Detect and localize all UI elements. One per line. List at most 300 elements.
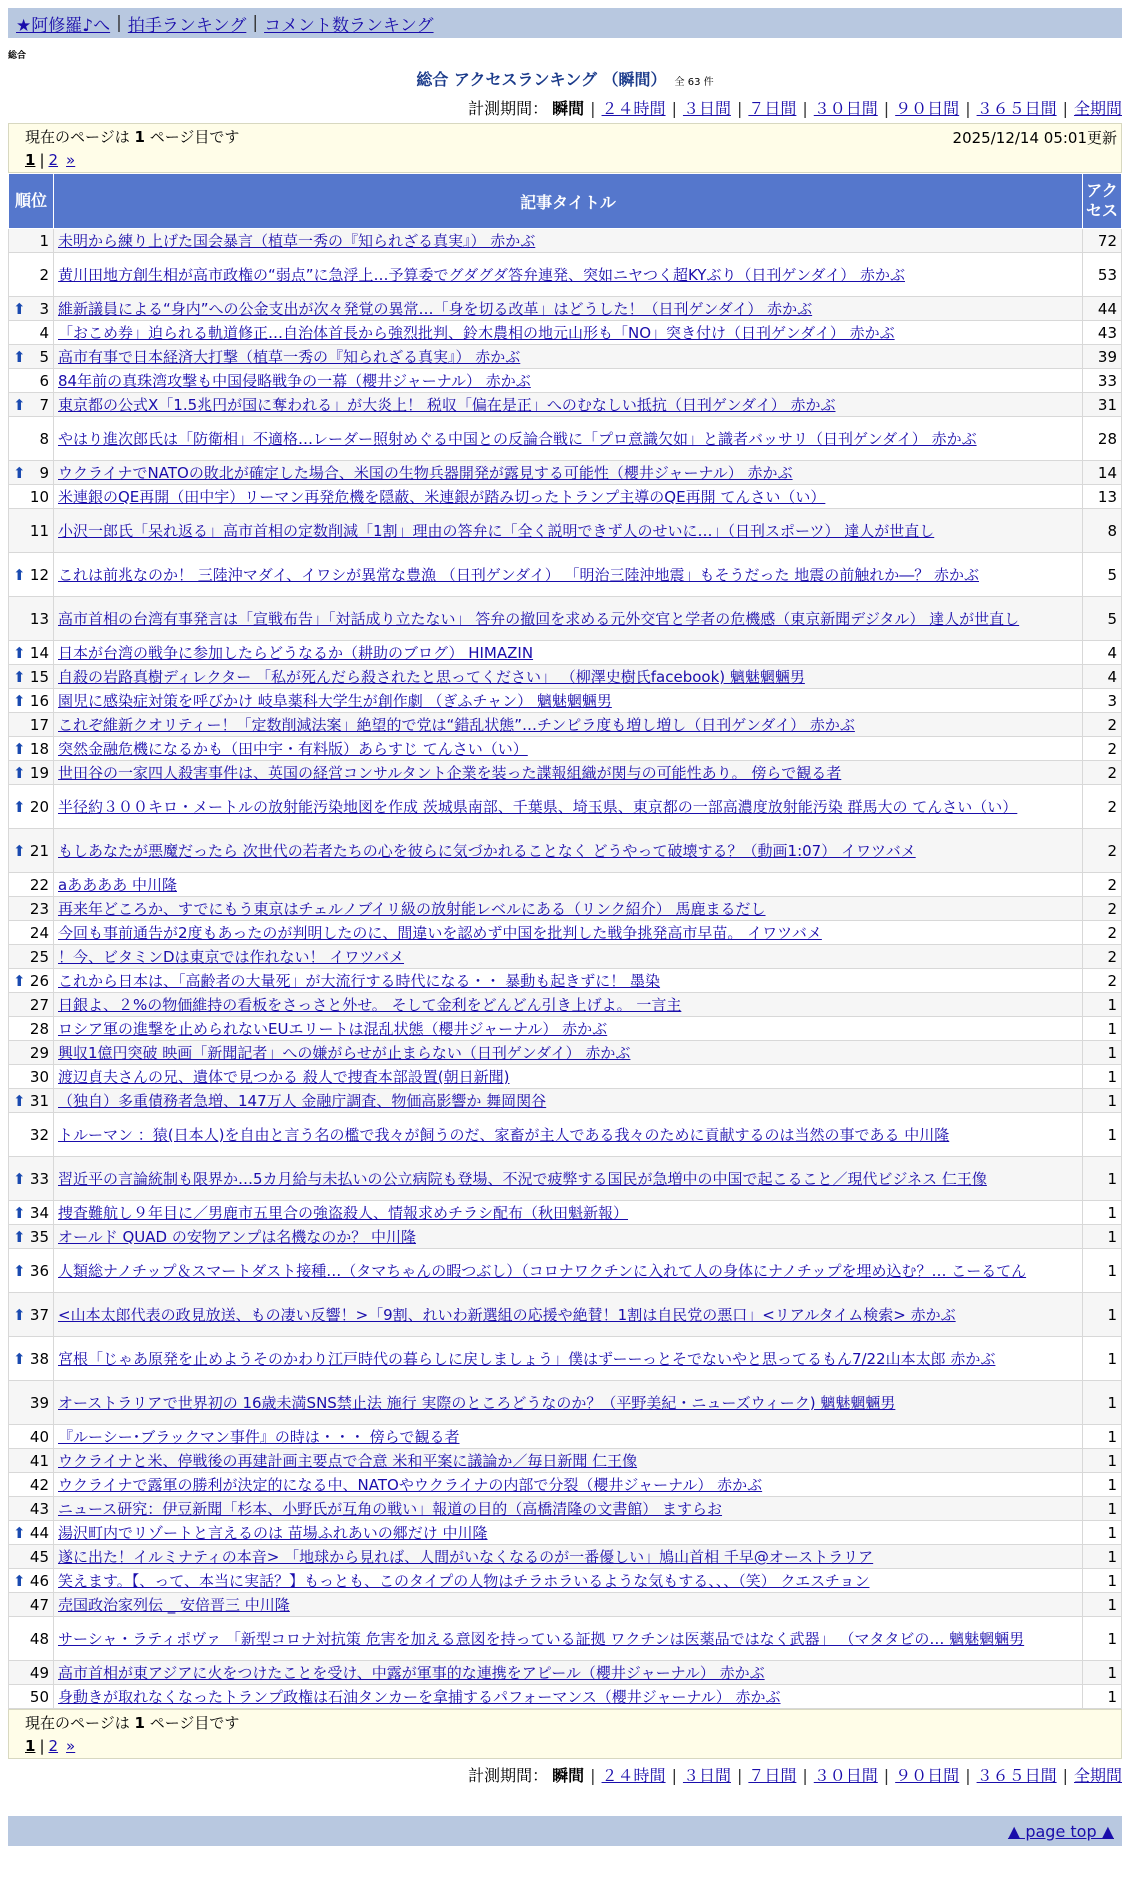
period-link[interactable]: ９０日間 (895, 1766, 960, 1785)
period-separator: | (802, 99, 808, 118)
article-link[interactable]: オールド QUAD の安物アンプは名機なのか？ 中川隆 (58, 1228, 417, 1246)
access-count: 4 (1083, 665, 1122, 689)
up-arrow-icon: ⬆ (13, 565, 26, 584)
article-link[interactable]: トルーマン ：猿(日本人)を自由と言う名の檻で我々が飼うのだ、家畜が主人である我々のために貢献するのは当然の事である 中川隆 (58, 1126, 950, 1144)
up-arrow-icon: ⬆ (13, 1349, 26, 1368)
article-link[interactable]: 興収1億円突破 映画「新聞記者」への嫌がらせが止まらない（日刊ゲンダイ） 赤かぶ (58, 1044, 631, 1062)
table-row (9, 897, 1122, 921)
period-link[interactable]: ３０日間 (813, 99, 878, 118)
access-count: 39 (1083, 345, 1122, 369)
access-count: 1 (1083, 1497, 1122, 1521)
title-cell (54, 297, 1083, 321)
article-link[interactable]: 高市首相の台湾有事発言は「宣戦布告」「対話成り立たない」 答弁の撤回を求める元外交官と学者の危機感（東京新聞デジタル） 達人が世直し (58, 610, 1020, 628)
period-separator: | (965, 99, 971, 118)
rank-number: 30 (29, 1067, 49, 1086)
table-row (9, 1157, 1122, 1201)
rank-cell (9, 1569, 54, 1593)
comment-ranking-link[interactable]: コメント数ランキング (264, 15, 434, 36)
access-count: 2 (1083, 761, 1122, 785)
title-cell (54, 1157, 1083, 1201)
rank-cell (9, 461, 54, 485)
rank-cell (9, 1449, 54, 1473)
title-cell (54, 1593, 1083, 1617)
article-link[interactable]: 湯沢町内でリゾートと言えるのは 苗場ふれあいの郷だけ 中川隆 (58, 1524, 488, 1542)
period-separator: | (590, 99, 596, 118)
article-link[interactable]: 未明から練り上げた国会暴言（植草一秀の『知られざる真実』） 赤かぶ (58, 232, 536, 250)
table-row (9, 689, 1122, 713)
article-link[interactable]: 売国政治家列伝 _ 安倍晋三 中川隆 (58, 1596, 290, 1614)
rank-cell (9, 737, 54, 761)
period-link[interactable]: ３日間 (682, 1766, 731, 1785)
rank-cell (9, 1381, 54, 1425)
period-link[interactable]: 全期間 (1073, 99, 1122, 118)
up-arrow-icon: ⬆ (13, 797, 26, 816)
rank-cell (9, 761, 54, 785)
rank-number: 26 (29, 971, 49, 990)
access-count: 1 (1083, 1617, 1122, 1661)
access-count: 2 (1083, 969, 1122, 993)
title-cell (54, 1617, 1083, 1661)
title-cell (54, 229, 1083, 253)
rank-cell (9, 1225, 54, 1249)
article-link[interactable]: ロシア軍の進撃を止められないEUエリートは混乱状態（櫻井ジャーナル） 赤かぶ (58, 1020, 608, 1038)
title-cell (54, 969, 1083, 993)
rank-cell (9, 785, 54, 829)
period-separator: | (1062, 99, 1068, 118)
page-status-pre: 現在のページは (25, 1714, 135, 1732)
table-row (9, 1041, 1122, 1065)
access-count: 1 (1083, 1041, 1122, 1065)
article-link[interactable]: これぞ維新クオリティー！「定数削減法案」絶望的で党は“錯乱状態”…チンピラ度も増し増し（日刊ゲンダイ） 赤かぶ (58, 716, 855, 734)
rank-cell (9, 393, 54, 417)
title-cell (54, 321, 1083, 345)
title-cell (54, 1065, 1083, 1089)
pager-page-2[interactable]: 2 (48, 1737, 59, 1755)
access-count: 1 (1083, 1545, 1122, 1569)
rank-cell (9, 641, 54, 665)
period-separator: | (590, 1766, 596, 1785)
title-cell (54, 945, 1083, 969)
article-link[interactable]: ！今、ビタミンDは東京では作れない！ イワツバメ (58, 948, 405, 966)
total-count: 全 63 件 (674, 77, 714, 88)
rank-cell (9, 1425, 54, 1449)
period-separator: | (671, 1766, 677, 1785)
table-row (9, 969, 1122, 993)
page-top-link[interactable]: ▲ page top ▲ (1007, 1821, 1114, 1841)
table-row (9, 417, 1122, 461)
col-rank-header: 順位 (9, 174, 54, 229)
table-row (9, 713, 1122, 737)
period-link[interactable]: ３０日間 (813, 1766, 878, 1785)
up-arrow-icon: ⬆ (13, 1523, 26, 1542)
rank-cell (9, 1201, 54, 1225)
ranking-title: 総合 アクセスランキング （瞬間） (416, 70, 667, 89)
rank-number: 38 (29, 1349, 49, 1368)
page-status-current: 1 (134, 1714, 145, 1732)
access-count: 5 (1083, 597, 1122, 641)
article-link[interactable]: やはり進次郎氏は「防衛相」不適格…レーダー照射めぐる中国との反論合戦に「プロ意識欠如」と識者バッサリ（日刊ゲンダイ） 赤かぶ (58, 430, 977, 448)
title-cell (54, 393, 1083, 417)
rank-cell (9, 345, 54, 369)
rank-cell (9, 1337, 54, 1381)
access-count: 28 (1083, 417, 1122, 461)
article-link[interactable]: （独自）多重債務者急増、147万人 金融庁調査、物価高影響か 舞岡関谷 (58, 1092, 547, 1110)
title-cell (54, 509, 1083, 553)
access-count: 1 (1083, 1249, 1122, 1293)
title-cell (54, 345, 1083, 369)
page-info-bottom (8, 1709, 1122, 1759)
rank-number: 44 (29, 1523, 49, 1542)
title-cell (54, 369, 1083, 393)
rank-cell (9, 1593, 54, 1617)
article-link[interactable]: 日銀よ、２%の物価維持の看板をさっさと外せ。 そして金利をどんどん引き上げよ。 一言主 (58, 996, 682, 1014)
title-cell (54, 689, 1083, 713)
rank-cell (9, 921, 54, 945)
table-row (9, 461, 1122, 485)
rank-number: 43 (29, 1499, 49, 1518)
pager-current-page: 1 (25, 1737, 36, 1755)
col-title-header: 記事タイトル (54, 174, 1083, 229)
title-cell (54, 1113, 1083, 1157)
period-link[interactable]: ７日間 (748, 1766, 797, 1785)
article-link[interactable]: ウクライナでNATOの敗北が確定した場合、米国の生物兵器開発が露見する可能性（櫻井ジャーナル） 赤かぶ (58, 464, 793, 482)
period-separator: | (965, 1766, 971, 1785)
access-count: 53 (1083, 253, 1122, 297)
table-row (9, 737, 1122, 761)
table-row (9, 1113, 1122, 1157)
rank-number: 10 (29, 487, 49, 506)
access-count: 1 (1083, 1225, 1122, 1249)
table-row (9, 1569, 1122, 1593)
article-link[interactable]: 維新議員による“身内”への公金支出が次々発覚の異常…「身を切る改革」はどうした！（日刊ゲンダイ） 赤かぶ (58, 300, 813, 318)
rank-number: 13 (29, 609, 49, 628)
up-arrow-icon: ⬆ (13, 1571, 26, 1590)
article-link[interactable]: 高市有事で日本経済大打撃（植草一秀の『知られざる真実』） 赤かぶ (58, 348, 521, 366)
period-label: 計測期間： (468, 99, 549, 118)
table-row (9, 945, 1122, 969)
rank-cell (9, 1473, 54, 1497)
article-link[interactable]: 黄川田地方創生相が高市政権の“弱点”に急浮上…予算委でグダグダ答弁連発、突如ニヤつく超KYぶり（日刊ゲンダイ） 赤かぶ (58, 266, 905, 284)
rank-number: 11 (29, 521, 49, 540)
access-count: 72 (1083, 229, 1122, 253)
clap-ranking-link[interactable]: 拍手ランキング (127, 15, 247, 36)
access-count: 1 (1083, 1337, 1122, 1381)
title-cell (54, 461, 1083, 485)
rank-number: 50 (29, 1687, 49, 1706)
page-title (8, 67, 1122, 90)
access-count: 14 (1083, 461, 1122, 485)
title-cell (54, 1425, 1083, 1449)
page-status-pre: 現在のページは (25, 128, 135, 146)
nav-separator: | (116, 13, 122, 33)
period-link[interactable]: 全期間 (1073, 1766, 1122, 1785)
up-arrow-icon: ⬆ (13, 1169, 26, 1188)
period-link[interactable]: ３日間 (682, 99, 731, 118)
rank-cell (9, 969, 54, 993)
rank-number: 49 (29, 1663, 49, 1682)
table-row (9, 597, 1122, 641)
title-cell (54, 713, 1083, 737)
rank-cell (9, 321, 54, 345)
access-count: 2 (1083, 829, 1122, 873)
article-link[interactable]: ウクライナで露軍の勝利が決定的になる中、NATOやウクライナの内部で分裂（櫻井ジャーナル） 赤かぶ (58, 1476, 763, 1494)
table-row (9, 1201, 1122, 1225)
period-separator: | (736, 99, 743, 118)
table-row (9, 1545, 1122, 1569)
title-cell (54, 1041, 1083, 1065)
period-link[interactable]: ２４時間 (601, 99, 666, 118)
rank-number: 19 (29, 763, 49, 782)
pager-next[interactable]: » (66, 1737, 76, 1755)
title-cell (54, 1521, 1083, 1545)
article-link[interactable]: 習近平の言論統制も限界か…5カ月給与未払いの公立病院も登場、不況で疲弊する国民が急増中の中国で起こること／現代ビジネス 仁王像 (58, 1170, 987, 1188)
rank-number: 35 (29, 1227, 49, 1246)
title-cell (54, 1569, 1083, 1593)
ranking-table (8, 173, 1122, 1709)
article-link[interactable]: これから日本は、「高齢者の大量死」が大流行する時代になる・・ 暴動も起きずに！ 墨染 (58, 972, 661, 990)
rank-number: 29 (29, 1043, 49, 1062)
access-count: 1 (1083, 1157, 1122, 1201)
up-arrow-icon: ⬆ (13, 667, 26, 686)
article-link[interactable]: 宮根「じゃあ原発を止めようそのかわり江戸時代の暮らしに戻しましょう」僕はずーーっとそでないやと思ってるもん7/22山本太郎 赤かぶ (58, 1350, 996, 1368)
period-separator: | (671, 99, 677, 118)
rank-number: 6 (39, 371, 49, 390)
title-cell (54, 1201, 1083, 1225)
access-count: 2 (1083, 713, 1122, 737)
access-count: 1 (1083, 1293, 1122, 1337)
title-cell (54, 597, 1083, 641)
access-count: 31 (1083, 393, 1122, 417)
table-row (9, 1521, 1122, 1545)
period-separator: | (1062, 1766, 1068, 1785)
rank-cell (9, 253, 54, 297)
rank-number: 20 (29, 797, 49, 816)
up-arrow-icon: ⬆ (13, 763, 26, 782)
article-link[interactable]: 84年前の真珠湾攻撃も中国侵略戦争の一幕（櫻井ジャーナル） 赤かぶ (58, 372, 531, 390)
period-link[interactable]: ２４時間 (601, 1766, 666, 1785)
access-count: 1 (1083, 1381, 1122, 1425)
rank-cell (9, 1041, 54, 1065)
rank-cell (9, 1521, 54, 1545)
article-link[interactable]: 「おこめ券」迫られる軌道修正…自治体首長から強烈批判、鈴木農相の地元山形も「NO」突き付け（日刊ゲンダイ） 赤かぶ (58, 324, 895, 342)
access-count: 1 (1083, 1425, 1122, 1449)
article-link[interactable]: 半径約３００キロ・メートルの放射能汚染地図を作成 茨城県南部、千葉県、埼玉県、東京都の一部高濃度放射能汚染 群馬大の てんさい（い） (58, 798, 1018, 816)
page-info-top (8, 123, 1122, 173)
article-link[interactable]: 小沢一郎氏「呆れ返る」高市首相の定数削減「1割」理由の答弁に「全く説明できず人のせいに…」（日刊スポーツ） 達人が世直し (58, 522, 935, 540)
rank-cell (9, 417, 54, 461)
table-row (9, 1497, 1122, 1521)
up-arrow-icon: ⬆ (13, 643, 26, 662)
up-arrow-icon: ⬆ (13, 395, 26, 414)
rank-number: 40 (29, 1427, 49, 1446)
period-link[interactable]: ３６５日間 (976, 99, 1057, 118)
up-arrow-icon: ⬆ (13, 463, 26, 482)
period-link[interactable]: ７日間 (748, 99, 797, 118)
access-count: 1 (1083, 1449, 1122, 1473)
article-link[interactable]: 渡辺貞夫さんの兄、遺体で見つかる 殺人で捜査本部設置(朝日新聞) (58, 1068, 510, 1086)
rank-number: 48 (29, 1629, 49, 1648)
article-link[interactable]: 世田谷の一家四人殺害事件は、英国の経営コンサルタント企業を装った諜報組織が関与の可能性あり。 傍らで観る者 (58, 764, 842, 782)
title-cell (54, 873, 1083, 897)
table-row (9, 829, 1122, 873)
article-link[interactable]: 今回も事前通告が2度もあったのが判明したのに、間違いを認めず中国を批判した戦争挑発高市早苗。 イワツバメ (58, 924, 822, 942)
rank-number: 28 (29, 1019, 49, 1038)
rank-cell (9, 1617, 54, 1661)
table-row (9, 1425, 1122, 1449)
title-cell (54, 417, 1083, 461)
section-tag: 総合 (8, 51, 27, 61)
period-selector-bottom (8, 1759, 1122, 1790)
period-separator: | (802, 1766, 808, 1785)
title-cell (54, 829, 1083, 873)
title-cell (54, 897, 1083, 921)
table-row (9, 1337, 1122, 1381)
rank-cell (9, 1685, 54, 1709)
access-count: 2 (1083, 921, 1122, 945)
article-link[interactable]: 身動きが取れなくなったトランプ政権は石油タンカーを拿捕するパフォーマンス（櫻井ジャーナル） 赤かぶ (58, 1688, 781, 1706)
up-arrow-icon: ⬆ (13, 841, 26, 860)
pager (25, 1737, 1121, 1755)
title-cell (54, 1381, 1083, 1425)
access-count: 1 (1083, 1065, 1122, 1089)
rank-cell (9, 597, 54, 641)
title-cell (54, 253, 1083, 297)
article-link[interactable]: 『ルーシー･ブラックマン事件』の時は・・・ 傍らで観る者 (58, 1428, 460, 1446)
title-cell (54, 921, 1083, 945)
rank-cell (9, 1017, 54, 1041)
article-link[interactable]: 米連銀のQE再開（田中宇）リーマン再発危機を隠蔽、米連銀が踏み切ったトランプ主導のQE再開 てんさい（い） (58, 488, 826, 506)
article-link[interactable]: 捜査難航し９年目に／男鹿市五里合の強盗殺人、情報求めチラシ配布（秋田魁新報） (58, 1204, 629, 1222)
access-count: 4 (1083, 641, 1122, 665)
rank-cell (9, 897, 54, 921)
rank-cell (9, 1661, 54, 1685)
access-count: 1 (1083, 1201, 1122, 1225)
table-row (9, 993, 1122, 1017)
article-link[interactable]: 東京都の公式X「1.5兆円が国に奪われる」が大炎上！ 税収「偏在是正」へのむなしい抵抗（日刊ゲンダイ） 赤かぶ (58, 396, 836, 414)
access-count: 1 (1083, 1113, 1122, 1157)
article-link[interactable]: 再来年どころか、すでにもう東京はチェルノブイリ級の放射能レベルにある（リンク紹介） 馬鹿まるだし (58, 900, 766, 918)
table-row (9, 873, 1122, 897)
article-link[interactable]: 遂に出た！イルミナティの本音> 「地球から見れば、人間がいなくなるのが一番優しい」鳩山首相 千早@オーストラリア (58, 1548, 874, 1566)
rank-number: 42 (29, 1475, 49, 1494)
page-status-post: ページ目です (144, 1714, 240, 1732)
access-count: 1 (1083, 1661, 1122, 1685)
rank-cell (9, 1157, 54, 1201)
table-row (9, 393, 1122, 417)
article-link[interactable]: ニュース研究：伊豆新聞「杉本、小野氏が互角の戦い」報道の目的（高橋清隆の文書館） ますらお (58, 1500, 723, 1518)
rank-number: 8 (39, 429, 49, 448)
table-row (9, 253, 1122, 297)
access-count: 1 (1083, 1089, 1122, 1113)
rank-number: 9 (39, 463, 49, 482)
table-row (9, 1225, 1122, 1249)
table-row (9, 1017, 1122, 1041)
period-link[interactable]: ９０日間 (895, 99, 960, 118)
article-link[interactable]: 日本が台湾の戦争に参加したらどうなるか（耕助のブログ） HIMAZIN (58, 644, 534, 662)
table-row (9, 1249, 1122, 1293)
rank-number: 25 (29, 947, 49, 966)
rank-cell (9, 509, 54, 553)
top-nav-bar (8, 8, 1122, 38)
article-link[interactable]: 突然金融危機になるかも（田中宇・有料版）あらすじ てんさい（い） (58, 740, 528, 758)
article-link[interactable]: もしあなたが悪魔だったら 次世代の若者たちの心を彼らに気づかれることなく どうやって破壊する？（動画1:07） イワツバメ (58, 842, 916, 860)
article-link[interactable]: 人類総ナノチップ＆スマートダスト接種…（タマちゃんの暇つぶし）（コロナワクチンに入れて人の身体にナノチップを埋め込む？… こーるてん (58, 1262, 1027, 1280)
article-link[interactable]: aああああ 中川隆 (58, 876, 177, 894)
title-cell (54, 993, 1083, 1017)
title-cell (54, 1685, 1083, 1709)
article-link[interactable]: 高市首相が東アジアに火をつけたことを受け、中露が軍事的な連携をアピール（櫻井ジャーナル） 赤かぶ (58, 1664, 765, 1682)
title-cell (54, 1497, 1083, 1521)
pager-separator: | (39, 151, 45, 169)
up-arrow-icon: ⬆ (13, 1091, 26, 1110)
article-link[interactable]: 自殺の岩路真樹ディレクター 「私が死んだら殺されたと思ってください」 （柳澤史樹氏facebook) 魑魅魍魎男 (58, 668, 805, 686)
rank-cell (9, 1497, 54, 1521)
article-link[interactable]: 笑えます。【、って、本当に実話？】もっとも、このタイプの人物はチラホラいるような気もする、、、（笑） クエスチョン (58, 1572, 870, 1590)
rank-cell (9, 1065, 54, 1089)
up-arrow-icon: ⬆ (13, 299, 26, 318)
pager-next[interactable]: » (66, 151, 76, 169)
table-row (9, 553, 1122, 597)
rank-number: 1 (39, 231, 49, 250)
table-row (9, 921, 1122, 945)
rank-cell (9, 1089, 54, 1113)
rank-number: 31 (29, 1091, 49, 1110)
table-row (9, 321, 1122, 345)
access-count: 5 (1083, 553, 1122, 597)
home-link[interactable]: ★阿修羅♪へ (16, 15, 111, 36)
rank-number: 7 (39, 395, 49, 414)
access-count: 8 (1083, 509, 1122, 553)
rank-cell (9, 829, 54, 873)
rank-number: 5 (39, 347, 49, 366)
table-row (9, 369, 1122, 393)
article-link[interactable]: ウクライナと米、停戦後の再建計画主要点で合意 米和平案に議論か／毎日新聞 仁王像 (58, 1452, 638, 1470)
rank-cell (9, 229, 54, 253)
title-cell (54, 1473, 1083, 1497)
article-link[interactable]: 園児に感染症対策を呼びかけ 岐阜薬科大学生が創作劇 （ぎふチャン） 魑魅魍魎男 (58, 692, 612, 710)
title-cell (54, 1449, 1083, 1473)
article-link[interactable]: サーシャ・ラティポヴァ 「新型コロナ対抗策 危害を加える意図を持っている証拠 ワクチンは医薬品ではなく武器」 （マタタビの… 魑魅魍魎男 (58, 1630, 1025, 1648)
rank-cell (9, 713, 54, 737)
article-link[interactable]: <山本太郎代表の政見放送、もの凄い反響！>「9割、れいわ新選組の応援や絶賛！1割は自民党の悪口」<リアルタイム検索> 赤かぶ (58, 1306, 956, 1324)
rank-cell (9, 665, 54, 689)
title-cell (54, 1293, 1083, 1337)
access-count: 2 (1083, 873, 1122, 897)
article-link[interactable]: オーストラリアで世界初の 16歳未満SNS禁止法 施行 実際のところどうなのか？（平野美紀・ニューズウィーク) 魑魅魍魎男 (58, 1394, 896, 1412)
rank-number: 37 (29, 1305, 49, 1324)
rank-number: 22 (29, 875, 49, 894)
up-arrow-icon: ⬆ (13, 1203, 26, 1222)
access-count: 44 (1083, 297, 1122, 321)
table-row (9, 1381, 1122, 1425)
rank-number: 17 (29, 715, 49, 734)
article-link[interactable]: これは前兆なのか！ 三陸沖マダイ、イワシが異常な豊漁 （日刊ゲンダイ） 「明治三陸沖地震」もそうだった 地震の前触れか―？ 赤かぶ (58, 566, 979, 584)
rank-number: 33 (29, 1169, 49, 1188)
period-link[interactable]: ３６５日間 (976, 1766, 1057, 1785)
period-label: 計測期間： (468, 1766, 549, 1785)
rank-number: 18 (29, 739, 49, 758)
rank-cell (9, 1545, 54, 1569)
table-row (9, 1685, 1122, 1709)
pager-page-2[interactable]: 2 (48, 151, 59, 169)
page-status (25, 1712, 1121, 1733)
period-separator: | (883, 1766, 890, 1785)
rank-number: 24 (29, 923, 49, 942)
rank-cell (9, 553, 54, 597)
rank-number: 32 (29, 1125, 49, 1144)
rank-cell (9, 689, 54, 713)
table-row (9, 1449, 1122, 1473)
